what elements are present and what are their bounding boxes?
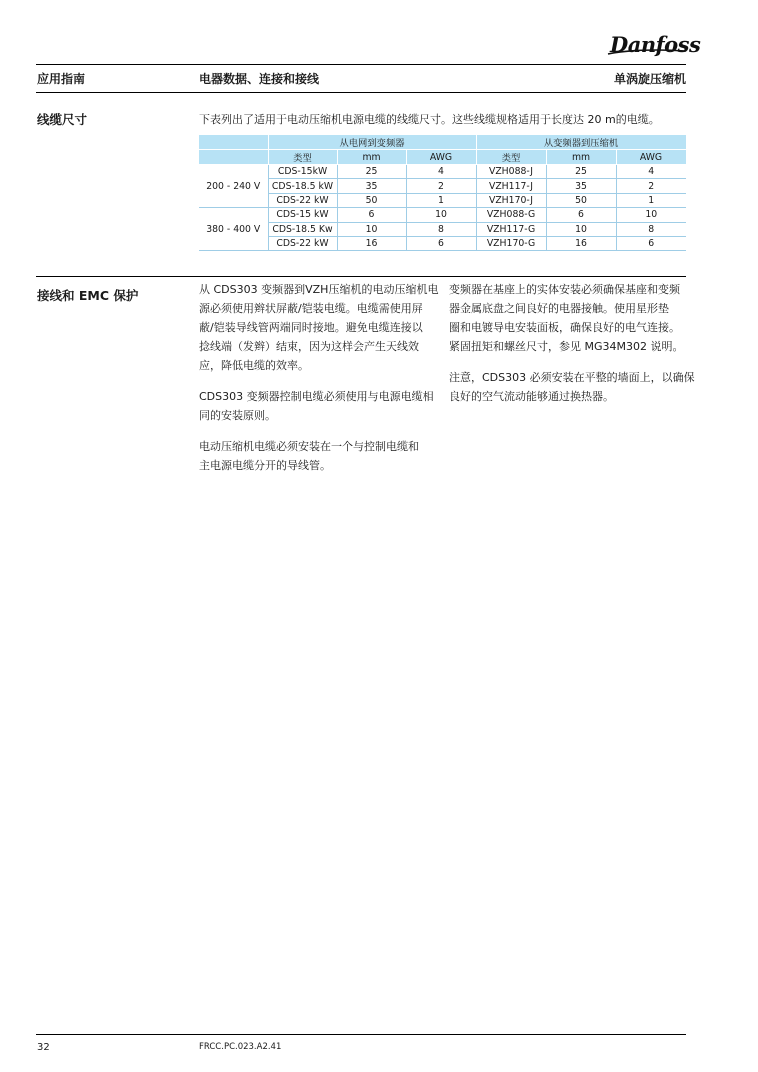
table-group-header-row (199, 135, 686, 150)
table-cell: 10 (616, 208, 686, 222)
table-cell: VZH117-J (476, 179, 546, 193)
body-paragraph (199, 387, 444, 425)
table-cell: VZH088-J (476, 165, 546, 179)
paragraph-line: 同的安装原则。 (199, 409, 276, 422)
cable-size-table (199, 135, 687, 251)
voltage-cell: 200 - 240 V (199, 165, 268, 208)
table-row (199, 236, 686, 250)
table-cell: VZH088-G (476, 208, 546, 222)
table-cell: CDS-15kW (268, 165, 337, 179)
section-divider (36, 276, 686, 277)
column-header: AWG (406, 150, 476, 165)
table-cell: 35 (337, 179, 406, 193)
table-cell: VZH117-G (476, 222, 546, 236)
paragraph-line: CDS303 变频器控制电缆必须使用与电源电缆相 (199, 390, 434, 403)
table-cell: 1 (406, 193, 476, 207)
paragraph-line: 变频器在基座上的实体安装必须确保基座和变频 (449, 283, 680, 296)
table-cell: 25 (546, 165, 616, 179)
voltage-cell: 380 - 400 V (199, 208, 268, 251)
body-paragraph (449, 368, 695, 406)
paragraph-line: 圈和电镀导电安装面板，确保良好的电气连接。 (449, 321, 680, 334)
paragraph-line: 器金属底盘之间良好的电器接触。使用星形垫 (449, 302, 669, 315)
emc-left-column (199, 280, 444, 487)
column-header: AWG (616, 150, 686, 165)
table-cell: 10 (546, 222, 616, 236)
table-cell: 1 (616, 193, 686, 207)
header-product: 单涡旋压缩机 (613, 72, 686, 86)
table-row (199, 208, 686, 222)
table-cell: 50 (337, 193, 406, 207)
table-row (199, 222, 686, 236)
table-cell: 50 (546, 193, 616, 207)
header-bottom-rule (36, 92, 686, 93)
table-cell: 25 (337, 165, 406, 179)
cable-intro-text: 下表列出了适用于电动压缩机电源电缆的线缆尺寸。这些线缆规格适用于长度达 20 m的电缆。 (199, 113, 660, 126)
table-corner-cell (199, 150, 268, 165)
footer-rule (36, 1034, 686, 1035)
table-row (199, 165, 686, 179)
table-cell: 10 (337, 222, 406, 236)
danfoss-logo (606, 28, 701, 58)
table-cell: VZH170-G (476, 236, 546, 250)
table-cell: 2 (616, 179, 686, 193)
table-column-header-row (199, 150, 686, 165)
table-cell: CDS-22 kW (268, 236, 337, 250)
table-corner-cell (199, 135, 268, 150)
paragraph-line: 捻线端（发辫）结束，因为这样会产生天线效 (199, 340, 419, 353)
paragraph-line: 蔽/铠装导线管两端同时接地。避免电缆连接以 (199, 321, 423, 334)
paragraph-line: 主电源电缆分开的导线管。 (199, 459, 331, 472)
paragraph-line: 紧固扭矩和螺丝尺寸，参见 MG34M302 说明。 (449, 340, 684, 353)
body-paragraph (449, 280, 689, 356)
table-cell: 6 (616, 236, 686, 250)
table-cell: CDS-15 kW (268, 208, 337, 222)
column-header: mm (337, 150, 406, 165)
table-cell: 35 (546, 179, 616, 193)
table-cell: CDS-18.5 Kw (268, 222, 337, 236)
column-header: 类型 (268, 150, 337, 165)
table-cell: 6 (337, 208, 406, 222)
emc-right-column (449, 280, 695, 418)
table-row (199, 179, 686, 193)
document-code: FRCC.PC.023.A2.41 (199, 1042, 282, 1052)
table-cell: 4 (406, 165, 476, 179)
column-header: 类型 (476, 150, 546, 165)
group-header-grid-to-drive: 从电网到变频器 (268, 135, 476, 150)
logo-text: Danfoss (610, 32, 701, 57)
table-cell: 8 (406, 222, 476, 236)
table-cell: CDS-22 kW (268, 193, 337, 207)
header-top-rule (36, 64, 686, 65)
body-paragraph (199, 437, 444, 475)
body-paragraph (199, 280, 444, 375)
table-cell: 16 (546, 236, 616, 250)
paragraph-line: 电动压缩机电缆必须安装在一个与控制电缆和 (199, 440, 419, 453)
table-cell: 8 (616, 222, 686, 236)
paragraph-line: 良好的空气流动能够通过换热器。 (449, 390, 614, 403)
table-cell: 6 (546, 208, 616, 222)
column-header: mm (546, 150, 616, 165)
table-cell: 2 (406, 179, 476, 193)
table-cell: CDS-18.5 kW (268, 179, 337, 193)
header-chapter: 电器数据、连接和接线 (199, 72, 320, 86)
paragraph-line: 应，降低电缆的效率。 (199, 359, 309, 372)
table-cell: 6 (406, 236, 476, 250)
paragraph-line: 源必须使用辫状屏蔽/铠装电缆。电缆需使用屏 (199, 302, 423, 315)
paragraph-line: 从 CDS303 变频器到VZH压缩机的电动压缩机电 (199, 283, 439, 296)
section-title-cable-size: 线缆尺寸 (37, 112, 88, 127)
header-category: 应用指南 (37, 72, 86, 86)
table-cell: VZH170-J (476, 193, 546, 207)
table-cell: 10 (406, 208, 476, 222)
paragraph-line: 注意，CDS303 必须安装在平整的墙面上，以确保 (449, 371, 695, 384)
section-title-emc: 接线和 EMC 保护 (37, 288, 139, 303)
group-header-drive-to-compressor: 从变频器到压缩机 (476, 135, 686, 150)
table-cell: 4 (616, 165, 686, 179)
page-number: 32 (37, 1042, 50, 1053)
table-cell: 16 (337, 236, 406, 250)
table-row (199, 193, 686, 207)
